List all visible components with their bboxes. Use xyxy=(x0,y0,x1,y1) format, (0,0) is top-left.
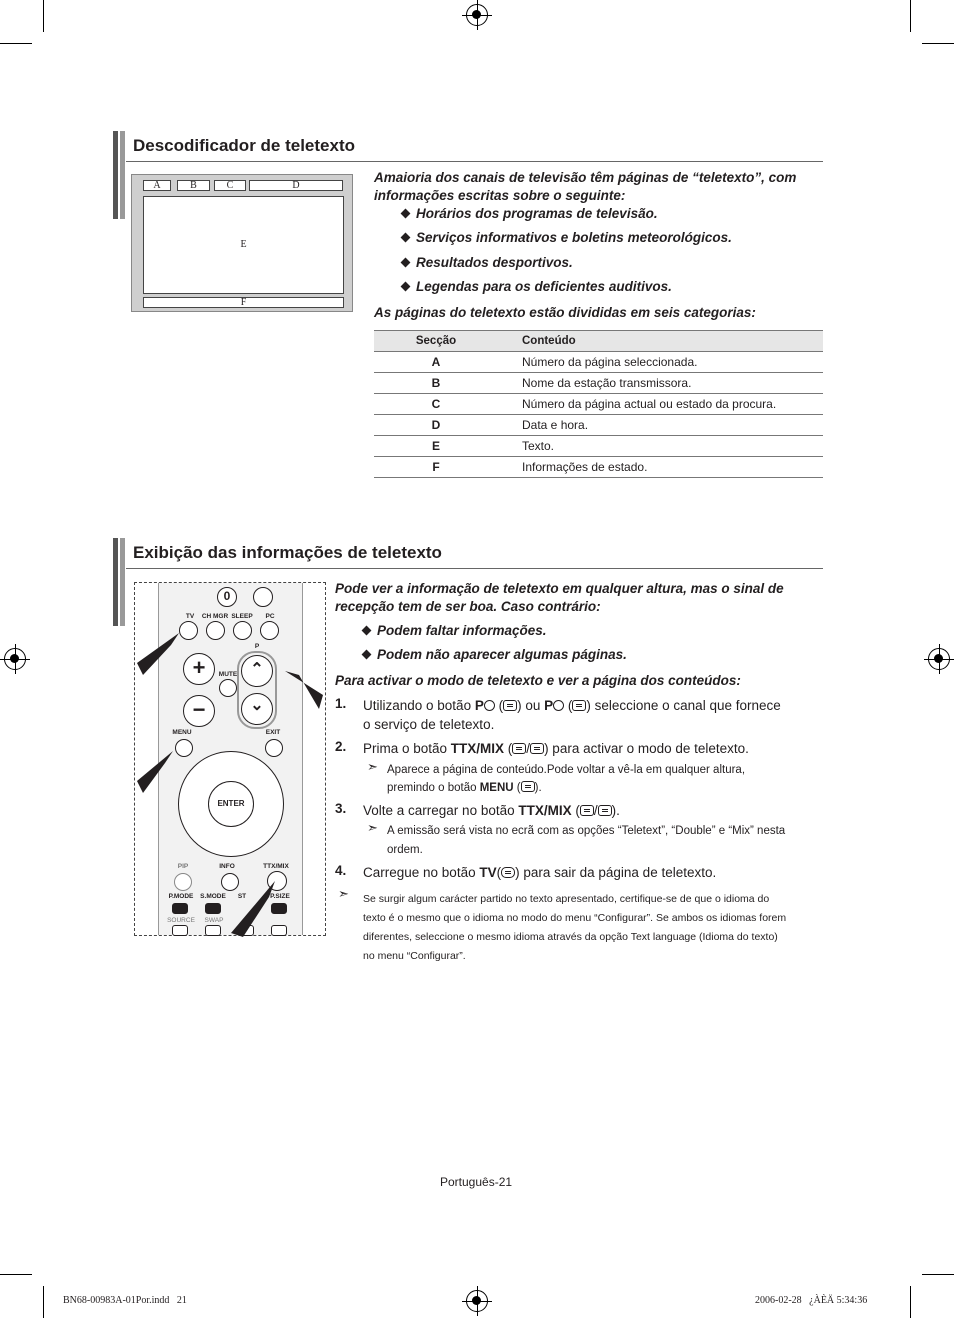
chevron-up-icon xyxy=(484,700,495,711)
step-text: Volte a carregar no botão TTX/MIX ( / ). xyxy=(363,803,620,818)
teletext-icon xyxy=(512,743,526,754)
arrow-ttx-icon xyxy=(231,881,275,937)
crop-mark xyxy=(922,43,954,44)
pointer-arrows xyxy=(135,583,327,937)
bullet-item: Podem não aparecer algumas páginas. xyxy=(363,647,627,662)
table-cell: Nome da estação transmissora. xyxy=(498,373,823,394)
tv-icon xyxy=(501,867,515,878)
remote-control-illustration xyxy=(134,582,326,936)
table-row xyxy=(374,394,823,415)
smode-label: S.MODE xyxy=(200,893,226,900)
step-number: 4. xyxy=(335,863,347,878)
note-arrow-icon: ➣ xyxy=(367,759,378,774)
table-row xyxy=(374,373,823,394)
step-number: 1. xyxy=(335,696,347,711)
channel-down-button: ⌄ xyxy=(241,693,273,725)
bullet-item: Horários dos programas de televisão. xyxy=(402,206,658,221)
diagram-area-d: D xyxy=(249,180,343,191)
ttxmix-label: TTX/MIX xyxy=(263,863,289,870)
zero-button: 0 xyxy=(217,587,237,607)
bullet-item: Legendas para os deficientes auditivos. xyxy=(402,279,672,294)
teletext-icon xyxy=(572,700,586,711)
note-arrow-icon: ➣ xyxy=(367,820,378,835)
chevron-down-icon xyxy=(553,700,564,711)
swap-label: SWAP xyxy=(204,917,224,924)
table-row xyxy=(374,352,823,373)
section-rule xyxy=(126,568,823,569)
diagram-area-e xyxy=(143,196,344,294)
crop-mark xyxy=(43,0,44,32)
section-title: Exibição das informações de teletexto xyxy=(133,543,442,562)
bullet-item: Podem faltar informações. xyxy=(363,623,547,638)
source-label: SOURCE xyxy=(167,917,195,924)
menu-label: MENU xyxy=(172,729,192,736)
channel-up-button: ⌃ xyxy=(241,655,273,687)
section1-intro: Amaioria dos canais de televisão têm páginas de “teletexto”, com informações escritas sobre o seguinte: xyxy=(374,170,797,203)
mute-label: MUTE xyxy=(218,671,238,678)
volume-up-button: + xyxy=(183,653,215,685)
registration-mark-icon xyxy=(466,1290,488,1312)
section2-intro: Pode ver a informação de teletexto em qualquer altura, mas o sinal de recepção tem de ser boa. Caso contrário: xyxy=(335,581,784,614)
table-row xyxy=(374,457,823,478)
diagram-label-e: E xyxy=(240,239,247,250)
enter-button: ENTER xyxy=(208,781,254,827)
diagram-area-f: F xyxy=(143,297,344,308)
registration-mark-icon xyxy=(4,648,26,670)
pip-label: PIP xyxy=(177,863,189,870)
arrow-channel-icon xyxy=(285,671,323,709)
crop-mark xyxy=(0,43,32,44)
step-text: Prima o botão TTX/MIX ( / ) para activar o modo de teletexto. xyxy=(363,741,749,756)
footer-file: BN68-00983A-01Por.indd 21 xyxy=(63,1295,187,1306)
step-number: 2. xyxy=(335,739,347,754)
step-text: Utilizando o botão P ( ) ou P ( ) seleccione o canal que fornece xyxy=(363,698,781,713)
step-note: A emissão será vista no ecrã com as opções “Teletext”, “Double” e “Mix” nesta xyxy=(387,825,786,837)
table-cell: E xyxy=(374,436,498,457)
registration-mark-icon xyxy=(928,648,950,670)
step-number: 3. xyxy=(335,801,347,816)
p-label: P xyxy=(254,643,260,650)
sleep-label: SLEEP xyxy=(231,613,253,620)
teletext-icon xyxy=(503,700,517,711)
table-cell: A xyxy=(374,352,498,373)
step-note: premindo o botão MENU ( ). xyxy=(387,782,542,794)
diagram-area-c: C xyxy=(214,180,246,191)
table-cell: B xyxy=(374,373,498,394)
section-title: Descodificador de teletexto xyxy=(133,136,356,155)
crop-mark xyxy=(0,1274,32,1275)
volume-down-button: − xyxy=(183,695,215,727)
chmgr-label: CH MGR xyxy=(201,613,229,620)
arrow-tv-icon xyxy=(137,633,179,675)
psize-label: P.SIZE xyxy=(270,893,290,900)
table-header: Conteúdo xyxy=(498,331,823,352)
pc-label: PC xyxy=(265,613,275,620)
step-text: Carregue no botão TV( ) para sair da página de teletexto. xyxy=(363,865,717,880)
table-cell: Número da página seleccionada. xyxy=(498,352,823,373)
categories-text: As páginas do teletexto estão divididas em seis categorias: xyxy=(374,305,756,320)
page-number: Português-21 xyxy=(440,1175,513,1189)
table-cell: Texto. xyxy=(498,436,823,457)
table-header: Secção xyxy=(374,331,498,352)
mix-icon xyxy=(598,805,612,816)
table-cell: Informações de estado. xyxy=(498,457,823,478)
info-label: INFO xyxy=(219,863,235,870)
table-cell: D xyxy=(374,415,498,436)
bullet-item: Resultados desportivos. xyxy=(402,255,573,270)
registration-mark-icon xyxy=(466,4,488,26)
crop-mark xyxy=(43,1286,44,1318)
tv-label: TV xyxy=(185,613,195,620)
crop-mark xyxy=(910,1286,911,1318)
table-cell: Número da página actual ou estado da procura. xyxy=(498,394,823,415)
sections-table xyxy=(374,330,823,478)
step-note: ordem. xyxy=(387,844,423,856)
section-bar xyxy=(113,538,125,626)
table-cell: C xyxy=(374,394,498,415)
arrow-menu-icon xyxy=(137,751,173,793)
section-bar xyxy=(113,131,125,219)
table-row xyxy=(374,415,823,436)
table-row xyxy=(374,436,823,457)
section-rule xyxy=(126,161,823,162)
menu-icon xyxy=(521,781,535,792)
diagram-area-b: B xyxy=(177,180,210,191)
st-label: ST xyxy=(237,893,247,900)
activate-text: Para activar o modo de teletexto e ver a página dos conteúdos: xyxy=(335,673,741,688)
diagram-area-a: A xyxy=(143,180,171,191)
step-note: Aparece a página de conteúdo.Pode voltar a vê-la em qualquer altura, xyxy=(387,764,746,776)
table-cell: F xyxy=(374,457,498,478)
crop-mark xyxy=(910,0,911,32)
crop-mark xyxy=(922,1274,954,1275)
teletext-screen-diagram xyxy=(131,174,353,312)
table-cell: Data e hora. xyxy=(498,415,823,436)
bullet-item: Serviços informativos e boletins meteorológicos. xyxy=(402,230,732,245)
mix-icon xyxy=(530,743,544,754)
table-header-row xyxy=(374,331,823,352)
pmode-label: P.MODE xyxy=(168,893,194,900)
note-arrow-icon: ➣ xyxy=(338,886,349,901)
teletext-icon xyxy=(580,805,594,816)
step-text: o serviço de teletexto. xyxy=(363,717,495,732)
final-note: Se surgir algum carácter partido no texto apresentado, certifique-se de que o idioma do texto é o mesmo que o idioma no modo do menu “Configurar”. Se ambos os idiomas forem diferentes, seleccione o mesmo idioma através da opção Text language (Idioma do texto) no menu “Configurar”. xyxy=(363,893,787,962)
footer-date: 2006-02-28 ¿ÀÈÄ 5:34:36 xyxy=(755,1295,868,1306)
exit-label: EXIT xyxy=(265,729,281,736)
